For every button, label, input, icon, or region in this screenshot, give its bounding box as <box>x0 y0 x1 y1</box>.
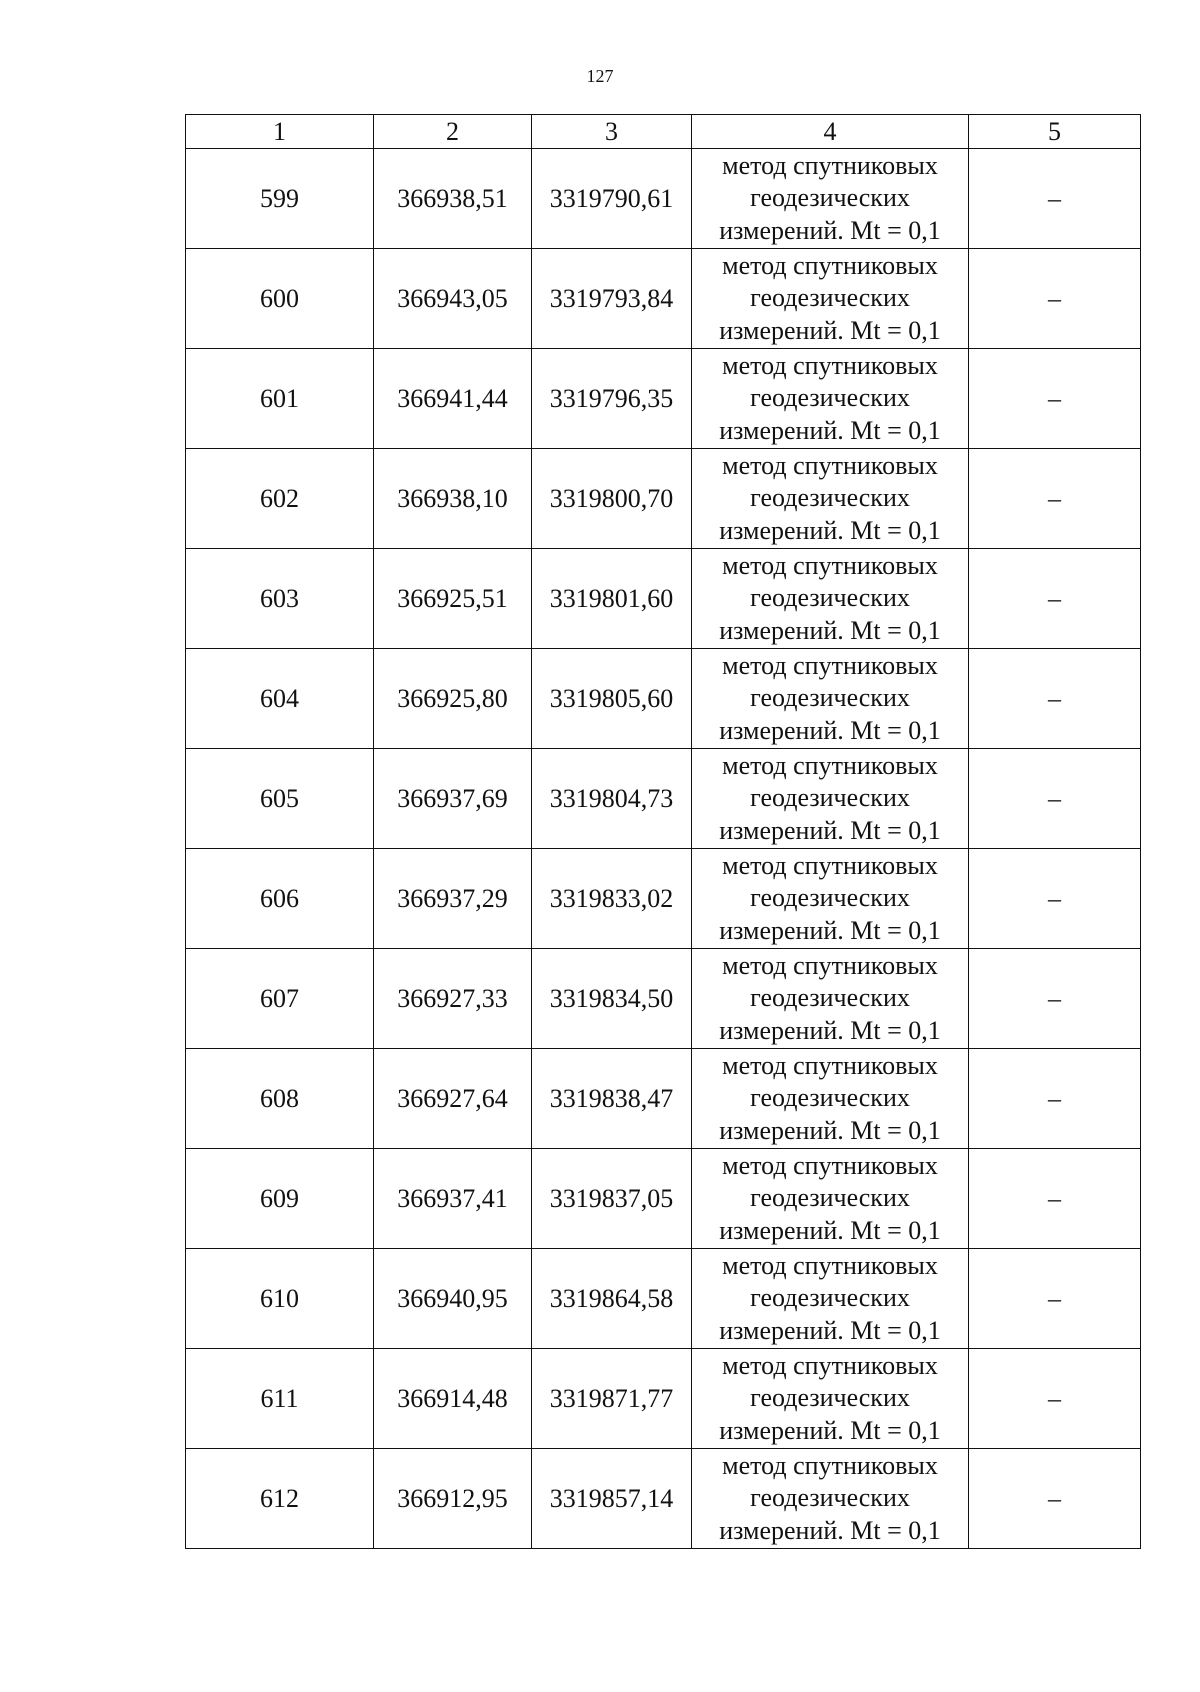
method-cell <box>692 149 969 249</box>
note-cell: – <box>969 1349 1141 1449</box>
table-row <box>186 1449 1141 1549</box>
table-row <box>186 1149 1141 1249</box>
method-cell <box>692 1449 969 1549</box>
method-text-line: измерений. Mt = 0,1 <box>719 615 941 645</box>
x-coordinate-cell: 366927,33 <box>374 949 532 1049</box>
table-row <box>186 1249 1141 1349</box>
method-text-line: геодезических <box>750 783 910 813</box>
note-cell: – <box>969 649 1141 749</box>
x-coordinate-cell: 366938,10 <box>374 449 532 549</box>
method-text-line: измерений. Mt = 0,1 <box>719 815 941 845</box>
y-coordinate-cell: 3319834,50 <box>532 949 692 1049</box>
method-text-line: геодезических <box>750 1083 910 1113</box>
method-cell <box>692 749 969 849</box>
method-text-line: измерений. Mt = 0,1 <box>719 1515 941 1545</box>
method-text-line: геодезических <box>750 683 910 713</box>
y-coordinate-cell: 3319796,35 <box>532 349 692 449</box>
method-text-line: измерений. Mt = 0,1 <box>719 415 941 445</box>
x-coordinate-cell: 366912,95 <box>374 1449 532 1549</box>
y-coordinate-cell: 3319838,47 <box>532 1049 692 1149</box>
method-text-line: геодезических <box>750 283 910 313</box>
x-coordinate-cell: 366937,41 <box>374 1149 532 1249</box>
note-cell: – <box>969 1249 1141 1349</box>
x-coordinate-cell: 366925,51 <box>374 549 532 649</box>
method-cell <box>692 449 969 549</box>
method-text-line: геодезических <box>750 1483 910 1513</box>
method-cell <box>692 849 969 949</box>
y-coordinate-cell: 3319793,84 <box>532 249 692 349</box>
method-cell <box>692 249 969 349</box>
x-coordinate-cell: 366937,29 <box>374 849 532 949</box>
note-cell: – <box>969 249 1141 349</box>
method-text-line: метод спутниковых <box>722 1250 938 1280</box>
note-cell: – <box>969 549 1141 649</box>
y-coordinate-cell: 3319871,77 <box>532 1349 692 1449</box>
method-text-line: геодезических <box>750 983 910 1013</box>
point-number-cell: 604 <box>186 649 374 749</box>
method-text-line: геодезических <box>750 1283 910 1313</box>
method-text-line: метод спутниковых <box>722 850 938 880</box>
page-number: 127 <box>586 66 614 86</box>
method-text-line: метод спутниковых <box>722 250 938 280</box>
point-number-cell: 608 <box>186 1049 374 1149</box>
x-coordinate-cell: 366940,95 <box>374 1249 532 1349</box>
method-text-line: измерений. Mt = 0,1 <box>719 1315 941 1345</box>
note-cell: – <box>969 1449 1141 1549</box>
method-text-line: метод спутниковых <box>722 750 938 780</box>
method-text-line: геодезических <box>750 883 910 913</box>
table-row <box>186 349 1141 449</box>
point-number-cell: 606 <box>186 849 374 949</box>
method-text-line: метод спутниковых <box>722 550 938 580</box>
point-number-cell: 602 <box>186 449 374 549</box>
column-header: 3 <box>532 115 692 149</box>
point-number-cell: 607 <box>186 949 374 1049</box>
point-number-cell: 609 <box>186 1149 374 1249</box>
method-text-line: геодезических <box>750 483 910 513</box>
table-row <box>186 649 1141 749</box>
note-cell: – <box>969 749 1141 849</box>
method-cell <box>692 1049 969 1149</box>
method-text-line: метод спутниковых <box>722 150 938 180</box>
header-row <box>186 115 1141 149</box>
y-coordinate-cell: 3319864,58 <box>532 1249 692 1349</box>
method-text-line: измерений. Mt = 0,1 <box>719 1015 941 1045</box>
method-text-line: измерений. Mt = 0,1 <box>719 215 941 245</box>
note-cell: – <box>969 1049 1141 1149</box>
table-row <box>186 749 1141 849</box>
method-text-line: метод спутниковых <box>722 1150 938 1180</box>
method-text-line: геодезических <box>750 1183 910 1213</box>
method-text-line: измерений. Mt = 0,1 <box>719 715 941 745</box>
coordinates-table <box>185 114 1141 1549</box>
x-coordinate-cell: 366927,64 <box>374 1049 532 1149</box>
table-row <box>186 249 1141 349</box>
x-coordinate-cell: 366941,44 <box>374 349 532 449</box>
y-coordinate-cell: 3319805,60 <box>532 649 692 749</box>
note-cell: – <box>969 149 1141 249</box>
y-coordinate-cell: 3319800,70 <box>532 449 692 549</box>
table-body <box>186 149 1141 1549</box>
method-text-line: метод спутниковых <box>722 950 938 980</box>
point-number-cell: 599 <box>186 149 374 249</box>
method-text-line: измерений. Mt = 0,1 <box>719 1115 941 1145</box>
column-header: 2 <box>374 115 532 149</box>
y-coordinate-cell: 3319801,60 <box>532 549 692 649</box>
column-header: 1 <box>186 115 374 149</box>
method-text-line: метод спутниковых <box>722 1350 938 1380</box>
method-text-line: измерений. Mt = 0,1 <box>719 1215 941 1245</box>
point-number-cell: 611 <box>186 1349 374 1449</box>
method-text-line: геодезических <box>750 583 910 613</box>
method-text-line: метод спутниковых <box>722 650 938 680</box>
table-row <box>186 149 1141 249</box>
method-text-line: метод спутниковых <box>722 1050 938 1080</box>
method-text-line: геодезических <box>750 183 910 213</box>
table-header <box>186 115 1141 149</box>
table-row <box>186 549 1141 649</box>
method-text-line: геодезических <box>750 1383 910 1413</box>
method-cell <box>692 1249 969 1349</box>
method-cell <box>692 549 969 649</box>
method-text-line: измерений. Mt = 0,1 <box>719 515 941 545</box>
method-cell <box>692 949 969 1049</box>
method-text-line: метод спутниковых <box>722 1450 938 1480</box>
y-coordinate-cell: 3319857,14 <box>532 1449 692 1549</box>
note-cell: – <box>969 449 1141 549</box>
table-row <box>186 1349 1141 1449</box>
point-number-cell: 605 <box>186 749 374 849</box>
method-text-line: измерений. Mt = 0,1 <box>719 315 941 345</box>
method-text-line: измерений. Mt = 0,1 <box>719 915 941 945</box>
note-cell: – <box>969 949 1141 1049</box>
method-text-line: измерений. Mt = 0,1 <box>719 1415 941 1445</box>
point-number-cell: 610 <box>186 1249 374 1349</box>
x-coordinate-cell: 366925,80 <box>374 649 532 749</box>
y-coordinate-cell: 3319790,61 <box>532 149 692 249</box>
point-number-cell: 600 <box>186 249 374 349</box>
method-text-line: метод спутниковых <box>722 350 938 380</box>
y-coordinate-cell: 3319804,73 <box>532 749 692 849</box>
point-number-cell: 612 <box>186 1449 374 1549</box>
x-coordinate-cell: 366938,51 <box>374 149 532 249</box>
point-number-cell: 603 <box>186 549 374 649</box>
table-row <box>186 449 1141 549</box>
x-coordinate-cell: 366937,69 <box>374 749 532 849</box>
note-cell: – <box>969 349 1141 449</box>
y-coordinate-cell: 3319833,02 <box>532 849 692 949</box>
method-cell <box>692 1149 969 1249</box>
column-header: 5 <box>969 115 1141 149</box>
method-text-line: геодезических <box>750 383 910 413</box>
method-cell <box>692 349 969 449</box>
note-cell: – <box>969 1149 1141 1249</box>
x-coordinate-cell: 366914,48 <box>374 1349 532 1449</box>
point-number-cell: 601 <box>186 349 374 449</box>
table-row <box>186 1049 1141 1149</box>
column-header: 4 <box>692 115 969 149</box>
y-coordinate-cell: 3319837,05 <box>532 1149 692 1249</box>
table-row <box>186 849 1141 949</box>
method-cell <box>692 649 969 749</box>
note-cell: – <box>969 849 1141 949</box>
method-text-line: метод спутниковых <box>722 450 938 480</box>
table-row <box>186 949 1141 1049</box>
x-coordinate-cell: 366943,05 <box>374 249 532 349</box>
method-cell <box>692 1349 969 1449</box>
